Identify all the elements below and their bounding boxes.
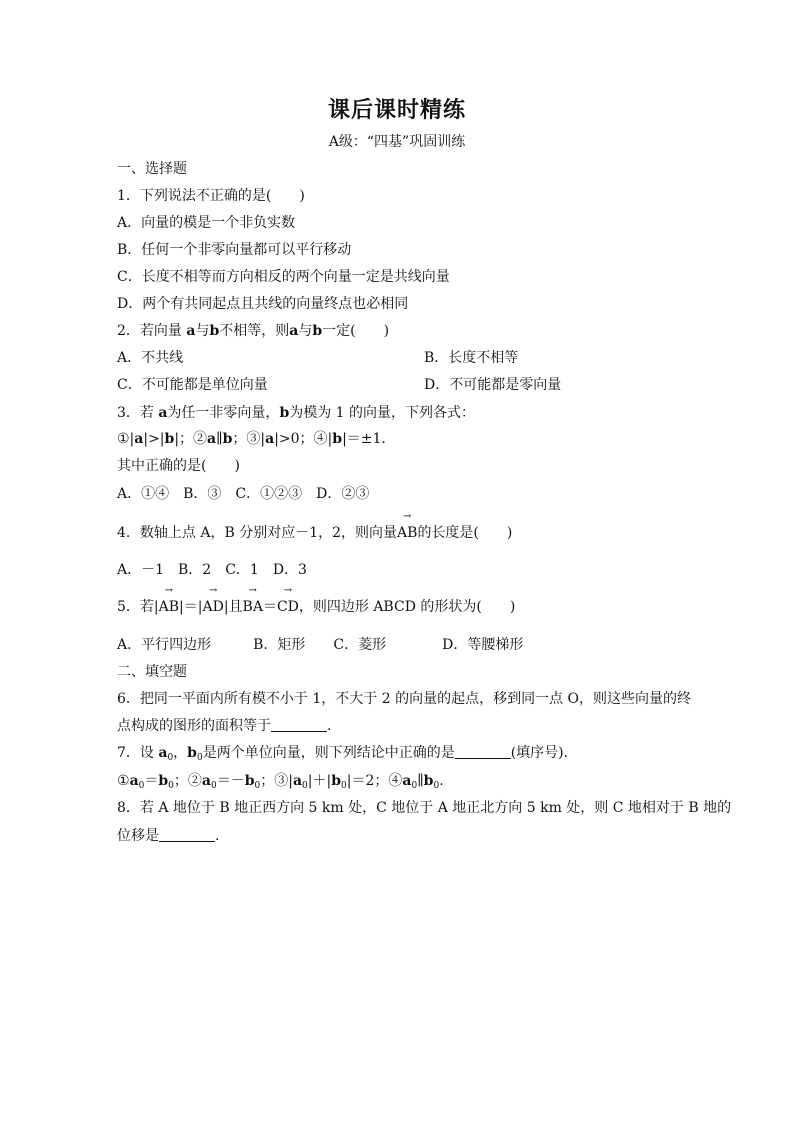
q4-stem: 4．数轴上点 A，B 分别对应－1，2，则向量→ AB的长度是( ): [117, 524, 512, 542]
q3-options: A．①④ B．③ C．①②③ D．②③: [117, 486, 370, 502]
q1-option-a: A．向量的模是一个非负实数: [117, 215, 296, 231]
q3-expressions: ①|a|>|b|；②a∥b；③|a|>0；④|b|＝±1.: [117, 431, 386, 447]
q7-stem: 7．设 $a_0$，$b_0$是两个单位向量，则下列结论中正确的是 (填序号)．: [117, 745, 578, 763]
vector-ba: → BA: [243, 598, 263, 616]
q7-statements: $①a_0=b_0$；$②a_0=-b_0$；$③|a_0|+|b_0|=2$；$④a_0\parallel b_0$.: [117, 773, 444, 791]
q1-option-d: D．两个有共同起点且共线的向量终点也必相同: [117, 296, 409, 312]
q4-options: A．－1 B．2 C．1 D．3: [117, 562, 307, 578]
vector-ab: → AB: [397, 524, 417, 542]
q5-stem: 5．若|→ AB|＝|→ AD|且→ BA＝→ CD，则四边形 ABCD 的形状为( ): [117, 598, 515, 616]
q3-prompt: 其中正确的是( ): [117, 458, 240, 474]
q2-option-d: D．不可能都是零向量: [424, 377, 562, 393]
vector-ad: → AD: [202, 598, 223, 616]
q1-option-c: C．长度不相等而方向相反的两个向量一定是共线向量: [117, 269, 450, 285]
section-heading-choice: 一、选择题: [117, 161, 187, 177]
vector-cd: → CD: [277, 598, 299, 616]
vector-ab: → AB: [159, 598, 179, 616]
q3-stem: 3．若 a为任一非零向量，b为模为 1 的向量，下列各式：: [117, 405, 476, 421]
page-subtitle: A级：“四基”巩固训练: [328, 134, 466, 150]
q5-options: A．平行四边形 B．矩形 C．菱形 D．等腰梯形: [117, 637, 524, 653]
q8-line-2: 位移是 .: [117, 828, 220, 844]
answer-blank[interactable]: [159, 827, 215, 842]
q1-option-b: B．任何一个非零向量都可以平行移动: [117, 242, 352, 258]
q6-line-1: 6．把同一平面内所有模不小于 1，不大于 2 的向量的起点，移到同一点 O，则这些向量的终: [117, 691, 691, 707]
q2-option-b: B．长度不相等: [424, 350, 519, 366]
q6-line-2: 点构成的图形的面积等于 .: [117, 718, 332, 734]
q1-stem: 1．下列说法不正确的是( ): [117, 188, 305, 204]
page-title: 课后课时精练: [327, 97, 466, 123]
q2-option-a: A．不共线: [117, 350, 184, 366]
q2-option-c: C．不可能都是单位向量: [117, 377, 268, 393]
section-heading-fill: 二、填空题: [117, 664, 187, 680]
q8-line-1: 8．若 A 地位于 B 地正西方向 5 km 处，C 地位于 A 地正北方向 5 km 处，则 C 地相对于 B 地的: [117, 800, 732, 816]
answer-blank[interactable]: [271, 717, 327, 732]
q2-stem: 2．若向量 a与b不相等，则a与b一定( ): [117, 323, 390, 339]
answer-blank[interactable]: [455, 744, 511, 759]
